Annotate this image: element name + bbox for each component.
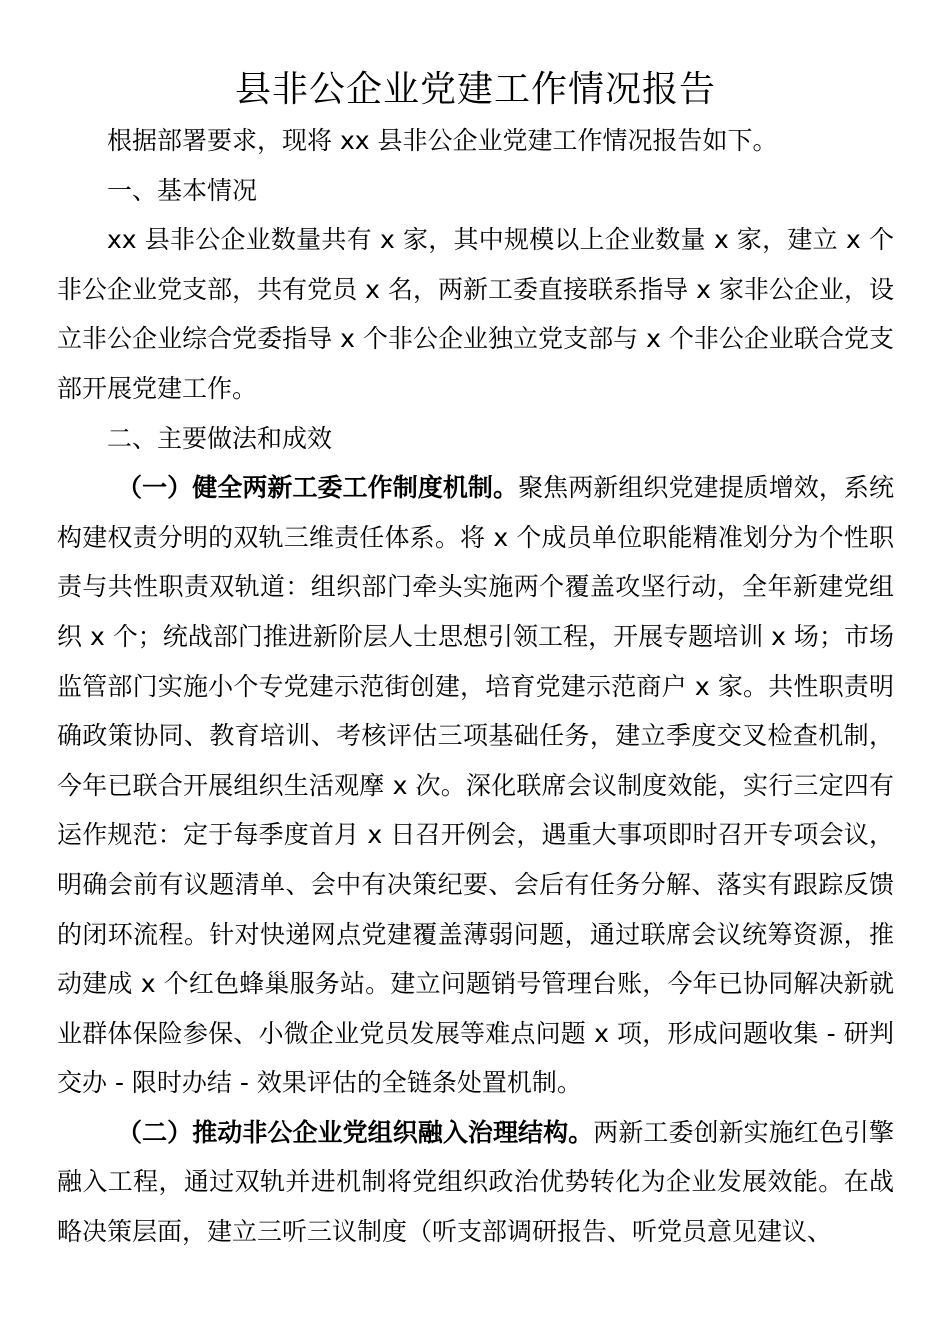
section-2-heading: 二、主要做法和成效 [107,423,333,453]
intro-paragraph: 根据部署要求，现将 xx 县非公企业党建工作情况报告如下。 [107,126,778,155]
section-1-heading: 一、基本情况 [107,175,258,205]
section-1-body: xx 县非公企业数量共有 x 家，其中规模以上企业数量 x 家，建立 x 个非公企业党支部，共有党员 x 名，两新工委直接联系指导 x 家非公企业，设立非公企业综合党委指导 x 个非公企业独立党支部与 x 个非公企业联合党支部开展党建工作。 [57,225,894,403]
subsection-1-lead: （一）健全两新工委工作制度机制。 [117,473,519,503]
subsection-2-body: 两新工委创新实施红色引擎融入工程，通过双轨并进机制将党组织政治优势转化为企业发展效能。在战略决策层面，建立三听三议制度（听支部调研报告、听党员意见建议、 [57,1117,894,1247]
subsection-2-lead: （二）推动非公企业党组织融入治理结构。 [117,1117,594,1147]
subsection-1-body: 聚焦两新组织党建提质增效，系统构建权责分明的双轨三维责任体系。将 x 个成员单位职能精准划分为个性职责与共性职责双轨道：组织部门牵头实施两个覆盖攻坚行动，全年新建党组织 x 个；统战部门推进新阶层人士思想引领工程，开展专题培训 x 场；市场监管部门实施小个专党建示范街创建，培育党建示范商户 x 家。共性职责明确政策协同、教育培训、考核评估三项基础任务，建立季度交叉检查机制，今年已联合开展组织生活观摩 x 次。深化联席会议制度效能，实行三定四有运作规范：定于每季度首月 x 日召开例会，遇重大事项即时召开专项会议，明确会前有议题清单、会中有决策纪要、会后有任务分解、落实有跟踪反馈的闭环流程。针对快递网点党建覆盖薄弱问题，通过联席会议统筹资源，推动建成 x 个红色蜂巢服务站。建立问题销号管理台账，今年已协同解决新就业群体保险参保、小微企业党员发展等难点问题 x 项，形成问题收集 - 研判交办 - 限时办结 - 效果评估的全链条处置机制。 [57,473,894,1098]
subsection-2-paragraph [57,1108,894,1257]
subsection-1-paragraph [57,463,894,1108]
document-title: 县非公企业党建工作情况报告 [234,69,716,110]
